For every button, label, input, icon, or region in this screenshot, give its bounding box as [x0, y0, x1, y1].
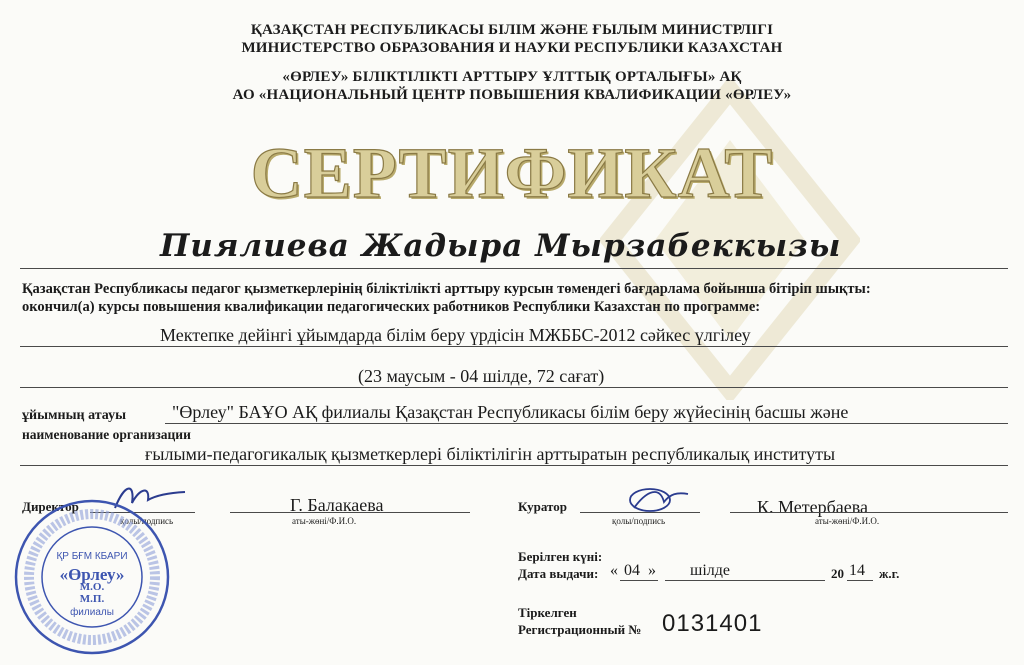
- director-sign-caption: қолы/подпись: [120, 516, 174, 526]
- issue-year-suffix: 14: [849, 562, 865, 579]
- ministry-kz: ҚАЗАҚСТАН РЕСПУБЛИКАСЫ БІЛІМ ЖӘНЕ ҒЫЛЫМ МИНИСТРЛІГІ: [250, 22, 774, 38]
- issue-label-ru: Дата выдачи:: [518, 566, 599, 581]
- issue-month: шілде: [690, 562, 730, 579]
- director-name: Г. Балакаева: [290, 495, 384, 515]
- curator-label: Куратор: [518, 499, 567, 514]
- official-stamp: [12, 497, 172, 657]
- completion-text-ru: окончил(а) курсы повышения квалификации педагогических работников Республики Казахстан по программе:: [22, 299, 761, 315]
- director-name-caption: аты-жөні/Ф.И.О.: [292, 516, 357, 526]
- program-underline: [20, 346, 1008, 347]
- issue-day: 04: [624, 562, 640, 579]
- curator-name-underline: [730, 512, 1008, 513]
- center-kz: «ӨРЛЕУ» БІЛІКТІЛІКТІ АРТТЫРУ ҰЛТТЫҚ ОРТАЛЫҒЫ» АҚ: [282, 69, 742, 85]
- organization-label-ru: наименование организации: [22, 427, 191, 442]
- program-name: Мектепке дейінгі ұйымдарда білім беру үрдісін МЖББС-2012 сәйкес үлгілеу: [160, 325, 751, 345]
- issue-year-underline: [847, 580, 873, 581]
- stamp-bottom-text: филиалы: [70, 607, 114, 618]
- stamp-brand: «Өрлеу»: [59, 565, 125, 584]
- director-label: Директор: [22, 499, 79, 514]
- issue-year-unit: ж.г.: [879, 566, 900, 581]
- curator-sign-caption: қолы/подпись: [612, 516, 666, 526]
- organization-label-kz: ұйымның атауы: [22, 408, 127, 423]
- issue-month-underline: [665, 580, 825, 581]
- curator-name: К. Метербаева: [757, 497, 869, 517]
- issue-day-underline: [620, 580, 658, 581]
- center-ru: АО «НАЦИОНАЛЬНЫЙ ЦЕНТР ПОВЫШЕНИЯ КВАЛИФИКАЦИИ «ӨРЛЕУ»: [232, 87, 792, 103]
- name-underline: [20, 268, 1008, 269]
- issue-year-prefix: 20: [831, 566, 844, 581]
- ministry-ru: МИНИСТЕРСТВО ОБРАЗОВАНИЯ И НАУКИ РЕСПУБЛИКИ КАЗАХСТАН: [241, 40, 783, 56]
- issue-quote-open: «: [610, 562, 618, 579]
- organization-underline-2: [20, 465, 1008, 466]
- curator-sign-underline: [580, 512, 700, 513]
- stamp-mp: М.П.: [79, 593, 105, 605]
- registration-label-ru: Регистрационный №: [518, 622, 642, 637]
- organization-name-line2: ғылыми-педагогикалық қызметкерлері біліктілігін арттыратын республикалық институты: [145, 444, 836, 464]
- registration-label-kz: Тіркелген: [518, 605, 577, 620]
- organization-underline-1: [165, 423, 1008, 424]
- stamp-mo: М.О.: [79, 581, 105, 593]
- completion-text-kz: Қазақстан Республикасы педагог қызметкерлерінің біліктілікті арттыру курсын төмендегі бағдарлама бойынша бітіріп шықты:: [22, 281, 871, 297]
- recipient-name: Пиялиева Жадыра Мырзабеккызы: [160, 228, 842, 264]
- issue-label-kz: Берілген күні:: [518, 549, 603, 564]
- course-dates: (23 маусым - 04 шілде, 72 сағат): [358, 366, 605, 386]
- stamp-top-text: ҚР БҒМ КБАРИ: [56, 551, 128, 562]
- issue-quote-close: »: [648, 562, 656, 579]
- curator-name-caption: аты-жөні/Ф.И.О.: [815, 516, 880, 526]
- dates-underline: [20, 387, 1008, 388]
- certificate-title: СЕРТИФИКАТ: [250, 133, 774, 213]
- registration-number: 0131401: [662, 610, 763, 637]
- director-name-underline: [230, 512, 470, 513]
- organization-name-line1: "Өрлеу" БАҰО АҚ филиалы Қазақстан Республикасы білім беру жүйесінің басшы және: [172, 402, 849, 422]
